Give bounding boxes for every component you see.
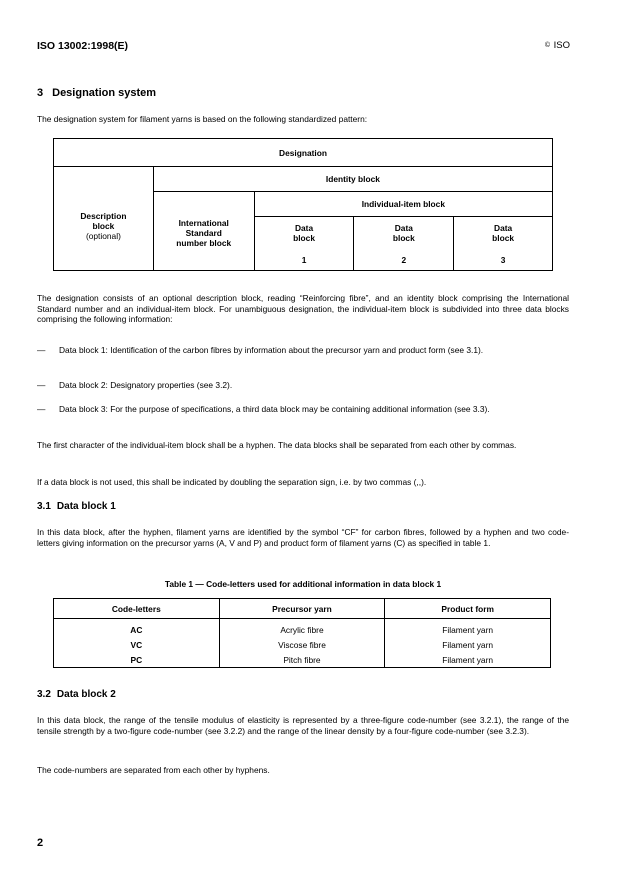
international-line3: number block	[176, 238, 232, 248]
column-header-code-letters: Code-letters	[54, 599, 220, 619]
section-number: 3.2	[37, 689, 51, 700]
table-1-caption: Table 1 — Code-letters used for additional information in data block 1	[164, 579, 442, 589]
list-item	[37, 345, 569, 356]
list-item-text: Data block 1: Identification of the carbon fibres by information about the precursor yarn and product form (see 3.1).	[59, 345, 484, 355]
data-block-2-number: 2	[354, 250, 454, 271]
data-block-word: Data	[494, 223, 513, 234]
block-word: block	[392, 233, 415, 244]
hyphen-paragraph: The first character of the individual-item block shall be a hyphen. The data blocks shall be separated from each other by commas.	[37, 440, 517, 450]
section-title: Designation system	[52, 87, 157, 99]
section-title: Data block 1	[56, 501, 116, 512]
section-3-1-heading	[37, 501, 116, 512]
section-title: Data block 2	[56, 689, 116, 700]
designation-table	[53, 138, 553, 271]
list-item-text: Data block 3: For the purpose of specifications, a third data block may be containing additional information (see 3.3).	[59, 404, 490, 414]
section-3-2-heading	[37, 689, 116, 700]
designation-paragraph: The designation consists of an optional description block, reading “Reinforcing fibre”, and an identity block comprising the International Standard number and an individual-item block. For unambiguous designation, the individual-item block is subdivided into three data blocks comprising the following information:	[37, 293, 569, 324]
description-block-line2: block	[92, 220, 115, 231]
precursor-yarn-cell: Pitch fibre	[219, 652, 385, 668]
precursor-yarn-cell: Viscose fibre	[219, 637, 385, 652]
table-header-row	[54, 599, 551, 619]
section-3-2-hyphens-text: The code-numbers are separated from each other by hyphens.	[37, 765, 270, 775]
section-3-2-text: In this data block, the range of the tensile modulus of elasticity is represented by a three-figure code-number (see 3.2.1), the range of the tensile strength by a two-figure code-number (see 3.2.2) and the range of the linear density by a four-figure code-number (see 3.2.3).	[37, 715, 569, 736]
identity-block-header: Identity block	[153, 167, 552, 192]
page-number: 2	[37, 837, 44, 849]
section-number: 3	[37, 87, 44, 99]
description-block-optional: (optional)	[85, 230, 121, 241]
section-3-intro: The designation system for filament yarns is based on the following standardized pattern:	[37, 114, 368, 124]
description-block-line1: Description	[80, 210, 127, 221]
list-dash: —	[37, 345, 46, 355]
copyright-notice	[545, 40, 570, 51]
product-form-cell: Filament yarn	[385, 652, 551, 668]
data-block-2-label	[354, 217, 454, 250]
data-block-word: Data	[294, 223, 314, 234]
section-3-heading	[37, 87, 156, 99]
designation-header: Designation	[54, 139, 553, 167]
section-3-1-text: In this data block, after the hyphen, filament yarns are identified by the symbol “CF” for carbon fibres, followed by a hyphen and two code-letters giving information on the precursor yarns (A, V and P) and product form of filament yarns (C) as specified in table 1.	[37, 527, 569, 548]
code-letter-cell: PC	[54, 652, 220, 668]
data-block-1-label	[254, 217, 354, 250]
table-row	[54, 637, 551, 652]
copyright-symbol: ©	[544, 42, 550, 49]
list-item	[37, 404, 569, 415]
individual-item-block-header: Individual-item block	[254, 192, 552, 217]
copyright-org: ISO	[553, 40, 570, 51]
block-word: block	[293, 233, 315, 244]
section-number: 3.1	[37, 501, 51, 512]
international-standard-cell	[153, 192, 254, 271]
international-line2: Standard	[185, 228, 222, 238]
table-row	[54, 652, 551, 668]
description-block-cell	[54, 167, 154, 271]
data-block-3-number: 3	[454, 250, 553, 271]
standard-id: ISO 13002:1998(E)	[37, 40, 129, 52]
double-comma-paragraph: If a data block is not used, this shall be indicated by doubling the separation sign, i.e. by two commas (,,).	[37, 477, 427, 487]
code-letter-cell: VC	[54, 637, 220, 652]
list-item	[37, 380, 569, 391]
code-letters-table	[53, 598, 551, 668]
data-block-1-number: 1	[254, 250, 354, 271]
list-item-text: Data block 2: Designatory properties (see 3.2).	[59, 380, 233, 390]
data-block-3-label	[454, 217, 553, 250]
list-dash: —	[37, 404, 46, 414]
precursor-yarn-cell: Acrylic fibre	[219, 619, 385, 638]
international-line1: International	[178, 218, 229, 228]
block-word: block	[492, 233, 515, 244]
column-header-product-form: Product form	[385, 599, 551, 619]
product-form-cell: Filament yarn	[385, 619, 551, 638]
table-row	[54, 619, 551, 638]
list-dash: —	[37, 380, 46, 390]
code-letter-cell: AC	[54, 619, 220, 638]
product-form-cell: Filament yarn	[385, 637, 551, 652]
column-header-precursor-yarn: Precursor yarn	[219, 599, 385, 619]
data-block-word: Data	[394, 223, 413, 234]
